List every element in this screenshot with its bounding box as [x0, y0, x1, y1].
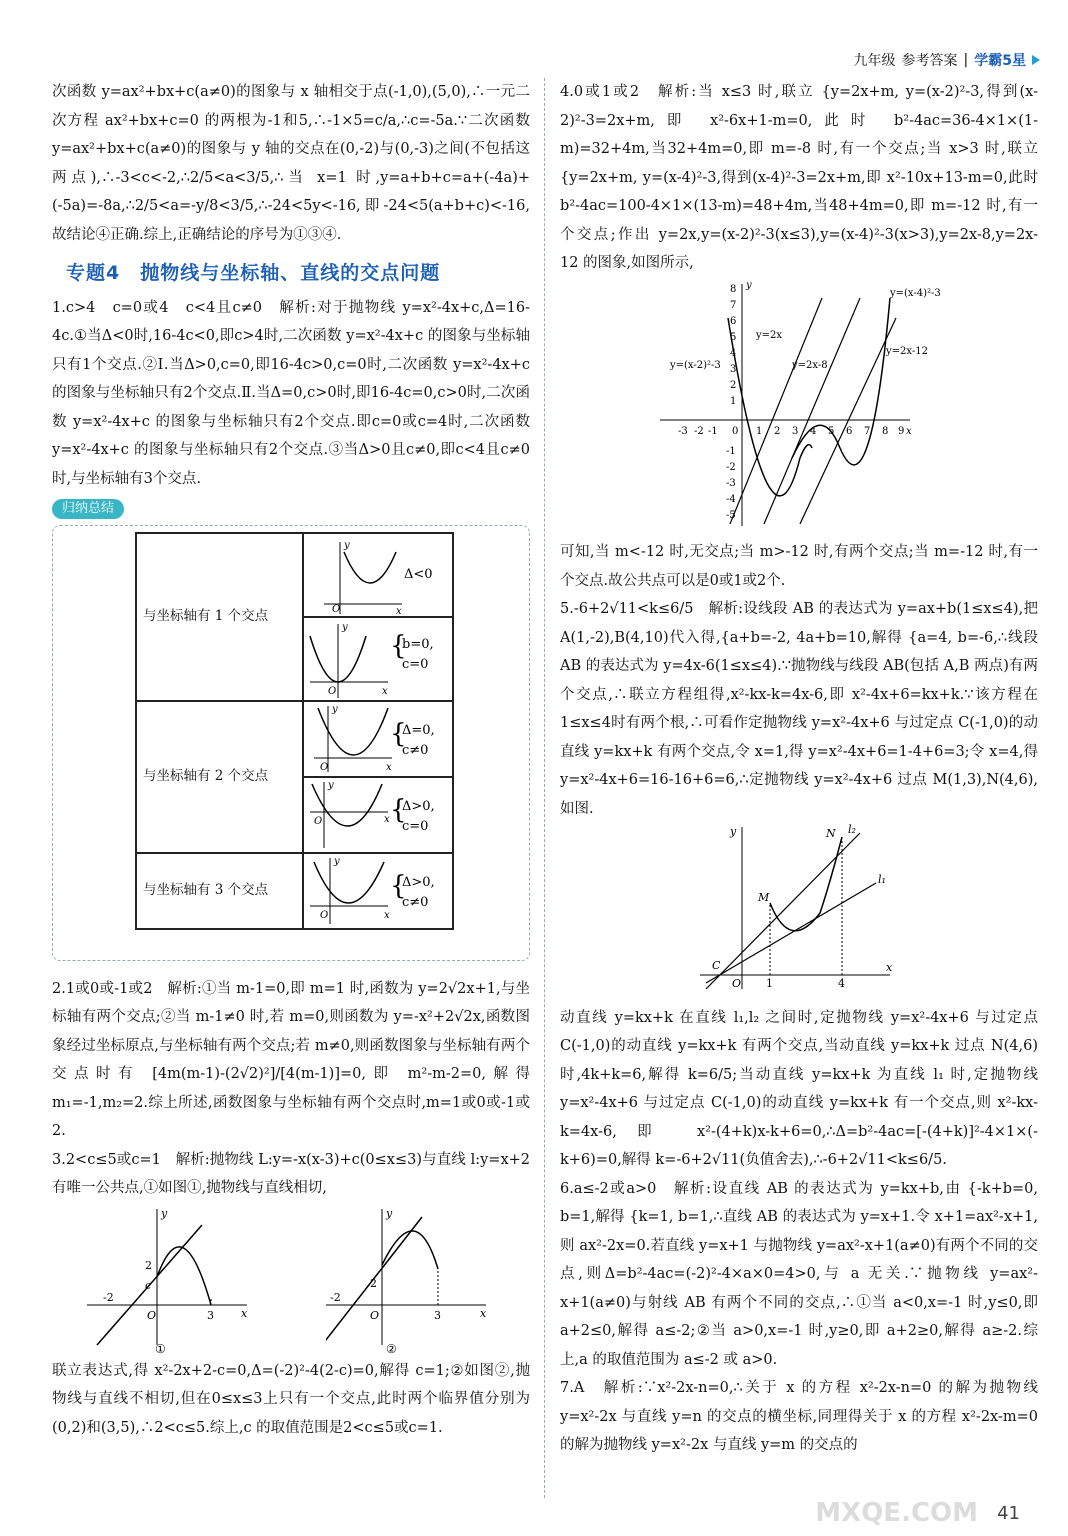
summary-tag: 归纳总结	[52, 499, 124, 519]
svg-text:2: 2	[774, 425, 781, 437]
question-5-cont: 动直线 y=kx+k 在直线 l₁,l₂ 之间时,定抛物线 y=x²-4x+6 与过定点 C(-1,0)的动直线 y=kx+k 有两个交点,当动直线 y=kx+k 过点 N(4,6)时,4k+k=6,解得 k=6/5;当动直线 y=kx+k 为直线 l₁ 时,定抛物线 y=x²-4x+6 与过定点 C(-1,0)的动直线 y=kx+k 有一个交点,则 x²-kx-k=4x-6,即 x²-(4+k)x-k+6=0,∴Δ=b²-4ac=[-(4+k)]²-4×1×(-k+6)=0,解得 k=-6+2√11(负值舍去),∴-6+2√11<k≤6/5.	[560, 1009, 1038, 1168]
question-2: 2.1或0或-1或2 解析:①当 m-1=0,即 m=1 时,函数为 y=2√2x+1,与坐标轴有两个交点;②当 m-1≠0 时,若 m=0,则函数为 y=-x²+2√2x,函数图象经过坐标原点,与坐标轴有两个交点;若 m≠0,则函数图象与坐标轴有两个交点时有 [4m(m-1)-(2√2)²]/[4(m-1)]=0,即 m²-m-2=0,解得 m₁=-1,m₂=2.综上所述,函数图象与坐标轴有两个交点时,m=1或0或-1或2.	[52, 980, 530, 1139]
svg-text:x: x	[479, 1306, 486, 1320]
svg-text:c: c	[144, 1278, 151, 1292]
summary-graph-4	[303, 777, 453, 853]
svg-text:0: 0	[732, 425, 739, 437]
section-label: 参考答案	[901, 53, 958, 69]
paragraph-continued: 次函数 y=ax²+bx+c(a≠0)的图象与 x 轴相交于点(-1,0),(5,0),∴一元二次方程 ax²+bx+c=0 的两根为-1和5,∴-1×5=c/a,∴c=-5a.∵二次函数 y=ax²+bx+c(a≠0)的图象与 y 轴的交点在(0,-2)与(0,-3)之间(不包括这两点),∴-3<c<-2,∴2/5<a<3/5,∴当 x=1 时,y=a+b+c=a+(-4a)+(-5a)=-8a,∴2/5<a=-y/8<3/5,∴-24<5y<-16,即-24<5(a+b+c)<-16,故结论④正确.综上,正确结论的序号为①③④.	[52, 84, 530, 243]
svg-text:C: C	[712, 959, 721, 972]
svg-text:3: 3	[206, 1308, 214, 1322]
svg-text:2: 2	[369, 1276, 377, 1290]
svg-text:①: ①	[154, 1341, 166, 1355]
summary-graph-2	[303, 617, 453, 701]
svg-text:x: x	[384, 909, 390, 921]
question-3-cont: 联立表达式,得 x²-2x+2-c=0,Δ=(-2)²-4(2-c)=0,解得 c=1;②如图②,抛物线与直线不相切,但在0≤x≤3上只有一个交点,此时两个临界值分别为(0,2)和(3,5),∴2<c≤5.综上,c 的取值范围是2<c≤5或c=1.	[52, 1362, 530, 1436]
column-divider	[544, 78, 545, 1498]
svg-text:9: 9	[898, 425, 905, 437]
svg-text:-4: -4	[726, 493, 736, 505]
svg-text:y: y	[160, 1206, 167, 1220]
question-7: 7.A 解析:∵x²-2x-n=0,∴关于 x 的方程 x²-2x-n=0 的解为抛物线 y=x²-2x 与直线 y=n 的交点的横坐标,同理得关于 x 的方程 x²-2x-m=0 的解为抛物线 y=x²-2x 与直线 y=m 的交点的	[560, 1380, 1038, 1453]
question-1: 1.c>4 c=0或4 c<4且c≠0 解析:对于抛物线 y=x²-4x+c,Δ=16-4c.①当Δ<0时,16-4c<0,即c>4时,二次函数 y=x²-4x+c 的图象与坐标轴只有1个交点.②Ⅰ.当Δ>0,c=0,即16-4c>0,c=0时,二次函数 y=x²-4x+c 的图象与坐标轴只有2个交点.Ⅱ.当Δ=0,c>0时,即16-4c=0,c>0时,二次函数 y=x²-4x+c 的图象与坐标轴只有2个交点.即c=0或c=4时,二次函数 y=x²-4x+c 的图象与坐标轴只有2个交点.③当Δ>0且c≠0,即c<4且c≠0时,与坐标轴有3个交点.	[52, 299, 530, 487]
svg-text:3: 3	[730, 363, 737, 375]
svg-text:x: x	[396, 605, 402, 616]
svg-text:7: 7	[730, 299, 737, 311]
svg-text:3: 3	[792, 425, 799, 437]
svg-text:O: O	[369, 1308, 379, 1322]
svg-text:2: 2	[730, 379, 737, 391]
svg-text:c≠0: c≠0	[402, 894, 429, 910]
summary-graph-5	[303, 853, 453, 929]
summary-box	[52, 525, 530, 961]
svg-text:y=(x-4)²-3: y=(x-4)²-3	[890, 287, 941, 299]
svg-text:-1: -1	[726, 445, 736, 457]
figure-row-q3	[52, 1205, 530, 1355]
topic-title: 专题4 抛物线与坐标轴、直线的交点问题	[66, 262, 441, 284]
svg-text:7: 7	[864, 425, 871, 437]
question-3: 3.2<c≤5或c=1 解析:抛物线 L:y=-x(x-3)+c(0≤x≤3)与直线 l:y=x+2 有唯一公共点,①如图①,抛物线与直线相切,	[52, 1151, 530, 1196]
left-column	[52, 78, 530, 1442]
svg-text:{: {	[390, 718, 407, 749]
grade-label: 九年级	[853, 53, 896, 69]
svg-text:1: 1	[730, 395, 737, 407]
question-5: 5.-6+2√11<k≤6/5 解析:设线段 AB 的表达式为 y=ax+b(1≤x≤4),把 A(1,-2),B(4,10)代入得,{a+b=-2, 4a+b=10,解得 {a=4, b=-6,∴线段 AB 的表达式为 y=4x-6(1≤x≤4).∵抛物线与线段 AB(包括 A,B 两点)有两个交点,∴联立方程组得,x²-kx-k=4x-6,即 x²-4x+6=kx+k.∵该方程在1≤x≤4时有两个根,∴可看作定抛物线 y=x²-4x+6 与过定点 C(-1,0)的动直线 y=kx+k 有两个交点,令 x=1,得 y=x²-4x+6=1-4+6=3;令 x=4,得 y=x²-4x+6=16-16+6=6,∴定抛物线 y=x²-4x+6 过点 M(1,3),N(4,6),如图.	[560, 601, 1038, 817]
svg-text:b=0,: b=0,	[402, 636, 434, 652]
svg-text:O: O	[314, 815, 323, 827]
svg-text:y: y	[344, 539, 350, 551]
svg-text:x: x	[384, 813, 390, 825]
svg-text:y=2x-12: y=2x-12	[886, 345, 928, 357]
svg-text:6: 6	[730, 315, 737, 327]
svg-text:N: N	[826, 827, 836, 840]
svg-text:-2: -2	[102, 1290, 114, 1304]
svg-text:-5: -5	[726, 509, 736, 521]
svg-text:y: y	[730, 825, 737, 838]
svg-text:5: 5	[828, 425, 835, 437]
svg-text:4: 4	[838, 977, 845, 990]
question-6: 6.a≤-2或a>0 解析:设直线 AB 的表达式为 y=kx+b,由 {-k+b=0, b=1,解得 {k=1, b=1,∴直线 AB 的表达式为 y=x+1.令 x+1=ax²-x+1,则 ax²-2x=0.若直线 y=x+1 与抛物线 y=ax²-x+1(a≠0)有两个不同的交点,则Δ=b²-4ac=(-2)²-4×a×0=4>0,与 a 无关.∵抛物线 y=ax²-x+1(a≠0)与射线 AB 有两个不同的交点,∴①当 a<0,x=-1 时,y≤0,即 a+2≤0,解得 a≤-2;②当 a>0,x=-1 时,y≥0,即 a+2≥0,解得 a≥-2.综上,a 的取值范围为 a≤-2 或 a>0.	[560, 1180, 1038, 1368]
svg-text:O: O	[332, 603, 341, 615]
summary-table	[135, 532, 454, 930]
svg-text:y=2x: y=2x	[756, 329, 783, 341]
svg-text:l₁: l₁	[878, 873, 886, 886]
svg-text:-3: -3	[726, 477, 736, 489]
svg-text:M: M	[758, 891, 770, 904]
graph-q4	[560, 278, 1038, 528]
figure-q3-2	[326, 1205, 496, 1355]
svg-text:-2: -2	[694, 425, 704, 437]
svg-text:y: y	[332, 703, 338, 715]
svg-text:y=(x-2)²-3: y=(x-2)²-3	[670, 359, 721, 371]
svg-text:②: ②	[385, 1341, 397, 1355]
svg-text:5: 5	[730, 331, 737, 343]
svg-text:y: y	[334, 855, 340, 867]
svg-text:-2: -2	[329, 1290, 341, 1304]
svg-text:c=0: c=0	[402, 656, 429, 672]
svg-text:O: O	[320, 909, 329, 921]
svg-text:3: 3	[433, 1308, 441, 1322]
cond-delta-lt-0: Δ<0	[404, 566, 433, 582]
svg-text:y: y	[746, 279, 752, 291]
svg-text:y=2x-8: y=2x-8	[792, 359, 828, 371]
question-4: 4.0或1或2 解析:当 x≤3 时,联立 {y=2x+m, y=(x-2)²-3,得到(x-2)²-3=2x+m,即 x²-6x+1-m=0,此时 b²-4ac=36-4×1×(1-m)=32+4m,当32+4m=0,即 m=-8 时,有一个交点;当 x>3 时,联立 {y=2x+m, y=(x-4)²-3,得到(x-4)²-3=2x+m,即 x²-10x+13-m=0,此时 b²-4ac=100-4×1×(13-m)=48+4m,当48+4m=0,即 m=-12 时,有一个交点;作出 y=2x,y=(x-2)²-3(x≤3),y=(x-4)²-3(x>3),y=2x-8,y=2x-12 的图象,如图所示,	[560, 84, 1038, 271]
svg-text:O: O	[328, 685, 337, 697]
svg-text:-3: -3	[678, 425, 688, 437]
question-4-cont: 可知,当 m<-12 时,无交点;当 m>-12 时,有两个交点;当 m=-12 时,有一个交点.故公共点可以是0或1或2个.	[560, 544, 1038, 589]
svg-text:Δ>0,: Δ>0,	[402, 874, 435, 890]
summary-graph-1	[303, 533, 453, 617]
right-column	[560, 78, 1038, 1460]
svg-text:c=0: c=0	[402, 818, 429, 834]
svg-text:y: y	[328, 779, 334, 791]
svg-text:Δ>0,: Δ>0,	[402, 798, 435, 814]
svg-text:O: O	[732, 977, 742, 990]
svg-text:8: 8	[882, 425, 889, 437]
svg-text:y: y	[342, 621, 348, 633]
svg-text:Δ=0,: Δ=0,	[402, 722, 435, 738]
svg-text:-1: -1	[708, 425, 718, 437]
svg-text:x: x	[382, 685, 388, 697]
svg-text:6: 6	[846, 425, 853, 437]
svg-text:1: 1	[756, 425, 763, 437]
svg-text:O: O	[146, 1308, 156, 1322]
svg-text:O: O	[320, 761, 329, 773]
page-header: 九年级 参考答案 | 学霸5星	[854, 50, 1040, 70]
page-number: 41	[997, 1503, 1020, 1524]
summary-graph-3	[303, 701, 453, 777]
brand-logo: 学霸5星	[974, 53, 1026, 69]
watermark: MXQE.COM	[815, 1498, 978, 1528]
summary-row-3-label: 与坐标轴有 3 个交点	[136, 853, 303, 929]
svg-text:x: x	[386, 761, 392, 773]
flag-icon	[1032, 55, 1040, 65]
svg-text:y: y	[385, 1206, 392, 1220]
svg-text:x: x	[906, 425, 912, 437]
svg-text:{: {	[390, 870, 407, 901]
svg-text:{: {	[390, 794, 407, 825]
summary-row-1-label: 与坐标轴有 1 个交点	[136, 533, 303, 701]
graph-q5	[560, 823, 1038, 993]
svg-text:x: x	[886, 961, 893, 974]
svg-text:l₂: l₂	[848, 823, 856, 836]
svg-text:{: {	[390, 630, 407, 661]
svg-text:4: 4	[730, 347, 737, 359]
svg-text:4: 4	[810, 425, 817, 437]
svg-text:1: 1	[766, 977, 773, 990]
svg-text:-2: -2	[726, 461, 736, 473]
svg-text:2: 2	[144, 1258, 152, 1272]
summary-row-2-label: 与坐标轴有 2 个交点	[136, 701, 303, 853]
figure-q3-1	[87, 1205, 257, 1355]
svg-text:8: 8	[730, 283, 737, 295]
svg-text:x: x	[240, 1306, 247, 1320]
svg-text:c≠0: c≠0	[402, 742, 429, 758]
